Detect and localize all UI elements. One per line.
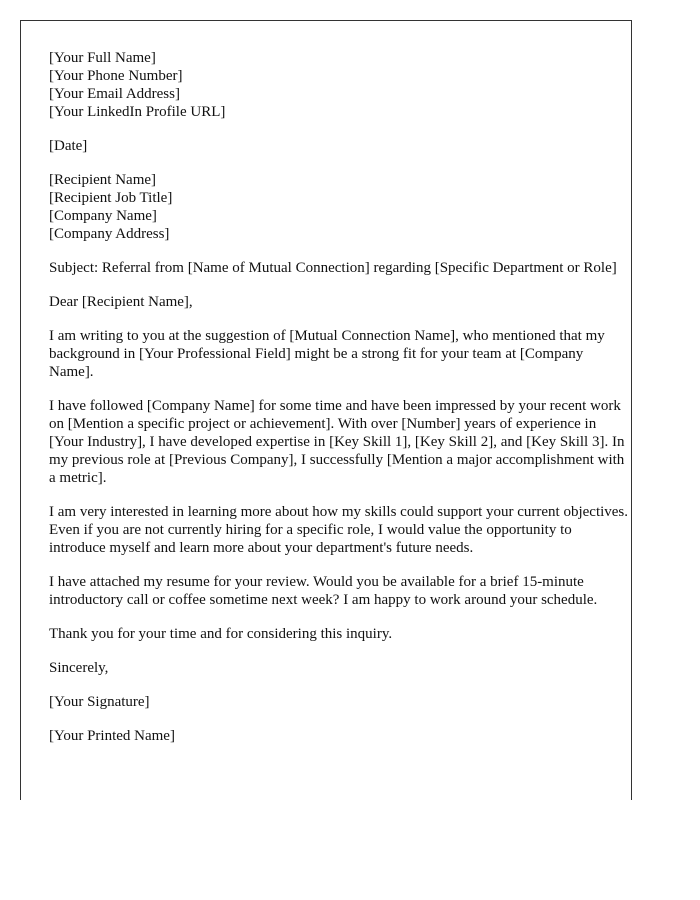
body-paragraph: I am very interested in learning more about how my skills could support your current objectives. Even if you are not currently hiring for a specific role, I would value the opportunity to introduce myself and learn more about your department's future needs. [49, 504, 629, 556]
sender-linkedin: [Your LinkedIn Profile URL] [49, 104, 226, 120]
signature: [Your Signature] [49, 694, 150, 710]
body-paragraph: Thank you for your time and for considering this inquiry. [49, 626, 393, 642]
letter-page [20, 20, 632, 800]
printed-name: [Your Printed Name] [49, 728, 175, 744]
salutation: Dear [Recipient Name], [49, 294, 193, 310]
body-paragraph: I have followed [Company Name] for some time and have been impressed by your recent work on [Mention a specific project or achievement]. With over [Number] years of experience in [Your Industry], I have developed expertise in [Key Skill 1], [Key Skill 2], and [Key Skill 3]. In my previous role at [Previous Company], I successfully [Mention a major accomplishment with a metric]. [49, 398, 625, 486]
recipient-company: [Company Name] [49, 208, 157, 224]
sender-name: [Your Full Name] [49, 50, 156, 66]
body-paragraph: I am writing to you at the suggestion of [Mutual Connection Name], who mentioned that my background in [Your Professional Field] might be a strong fit for your team at [Company Name]. [49, 328, 605, 380]
closing: Sincerely, [49, 660, 109, 676]
recipient-name: [Recipient Name] [49, 172, 157, 188]
date: [Date] [49, 138, 88, 154]
recipient-title: [Recipient Job Title] [49, 190, 173, 206]
subject-line: Subject: Referral from [Name of Mutual Connection] regarding [Specific Department or Role] [49, 260, 617, 276]
recipient-block [49, 171, 629, 243]
sender-phone: [Your Phone Number] [49, 68, 183, 84]
sender-block [49, 49, 629, 121]
recipient-address: [Company Address] [49, 226, 170, 242]
sender-email: [Your Email Address] [49, 86, 180, 102]
body-paragraph: I have attached my resume for your review. Would you be available for a brief 15-minute introductory call or coffee sometime next week? I am happy to work around your schedule. [49, 574, 598, 608]
